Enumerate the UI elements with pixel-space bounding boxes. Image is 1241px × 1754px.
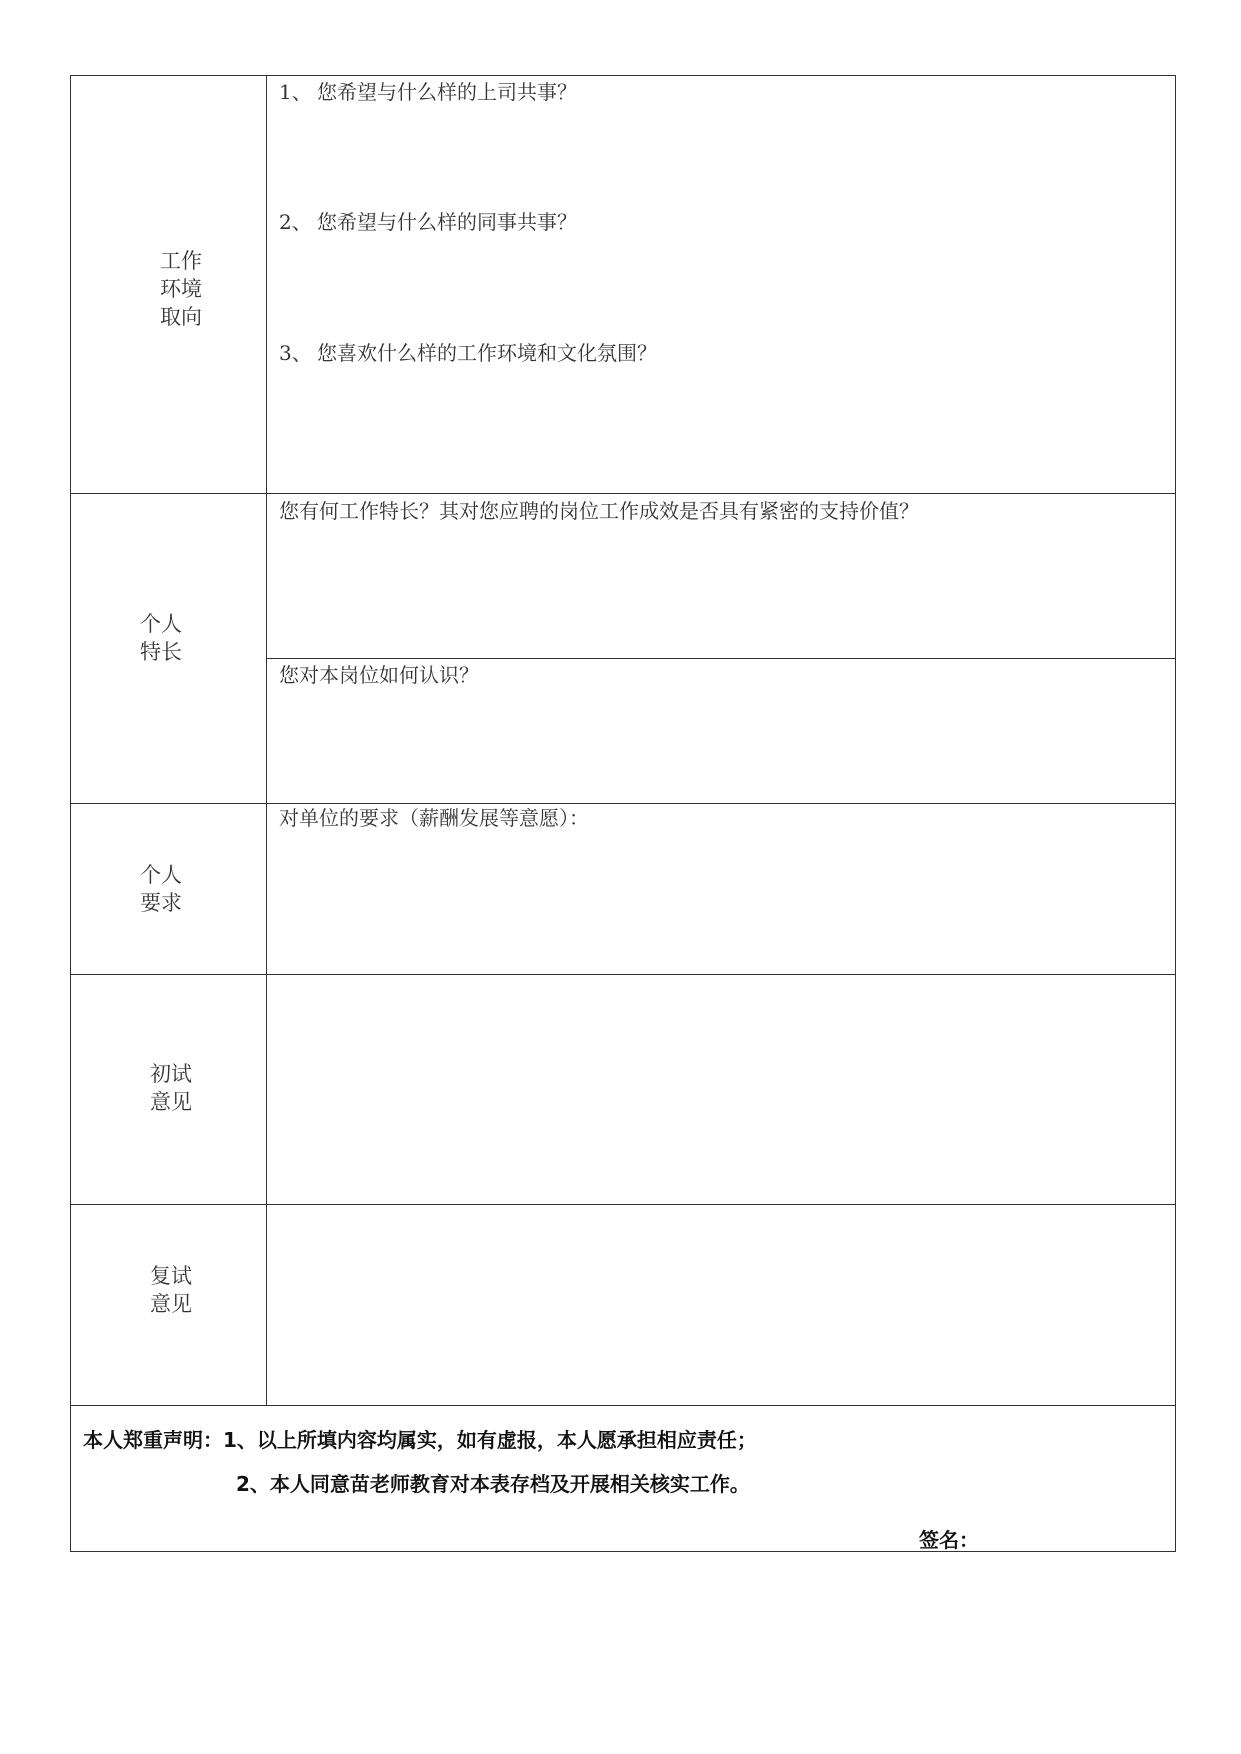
label-cell-second-opinion — [71, 1205, 267, 1405]
content-cell-second-opinion[interactable] — [267, 1205, 1175, 1405]
content-cell-initial-opinion[interactable] — [267, 975, 1175, 1204]
row-label-work-environment — [151, 247, 211, 331]
label-cell-personal-requirements — [71, 804, 267, 974]
question-number: 1、 — [279, 80, 312, 104]
question-strengths: 您有何工作特长？其对您应聘的岗位工作成效是否具有紧密的支持价值？ — [279, 499, 919, 523]
label-line: 意见 — [150, 1292, 192, 1316]
label-cell-initial-opinion — [71, 975, 267, 1204]
row-label-initial-opinion — [141, 1060, 201, 1116]
label-line: 意见 — [150, 1090, 192, 1114]
content-cell-personal-strengths[interactable] — [267, 494, 1175, 803]
label-cell-work-environment — [71, 76, 267, 493]
declaration-line-2: 2、本人同意苗老师教育对本表存档及开展相关核实工作。 — [236, 1472, 750, 1496]
question-text: 您喜欢什么样的工作环境和文化氛围？ — [317, 341, 657, 365]
row-work-environment — [71, 76, 1175, 494]
label-line: 复试 — [150, 1264, 192, 1288]
question-number: 2、 — [279, 210, 312, 234]
question-requirements: 对单位的要求（薪酬发展等意愿）： — [279, 806, 589, 830]
label-line: 个人 — [140, 863, 182, 887]
signature-label[interactable]: 签名： — [919, 1528, 979, 1552]
label-line: 环境 — [160, 277, 202, 301]
row-personal-strengths — [71, 494, 1175, 804]
declaration-line-1: 本人郑重声明：1、以上所填内容均属实，如有虚报，本人愿承担相应责任； — [83, 1428, 757, 1452]
row-initial-opinion — [71, 975, 1175, 1205]
question-colleague — [279, 209, 577, 235]
label-line: 个人 — [140, 612, 182, 636]
label-line: 初试 — [150, 1062, 192, 1086]
label-line: 工作 — [160, 249, 202, 273]
question-text: 您希望与什么样的同事共事？ — [317, 210, 577, 234]
question-number: 3、 — [279, 341, 312, 365]
label-line: 取向 — [160, 305, 202, 329]
row-second-opinion — [71, 1205, 1175, 1406]
row-label-personal-strengths — [131, 610, 191, 666]
row-label-second-opinion — [141, 1262, 201, 1318]
label-line: 特长 — [140, 640, 182, 664]
label-line: 要求 — [140, 891, 182, 915]
inner-divider — [267, 658, 1175, 659]
question-boss — [279, 79, 577, 105]
row-label-personal-requirements — [131, 861, 191, 917]
content-cell-work-environment[interactable] — [267, 76, 1175, 493]
question-culture — [279, 340, 657, 366]
declaration-section — [71, 1406, 1175, 1553]
question-position-understanding: 您对本岗位如何认识？ — [279, 663, 479, 687]
question-text: 您希望与什么样的上司共事？ — [317, 80, 577, 104]
content-cell-personal-requirements[interactable] — [267, 804, 1175, 974]
label-cell-personal-strengths — [71, 494, 267, 803]
row-personal-requirements — [71, 804, 1175, 975]
interview-form — [70, 75, 1176, 1552]
